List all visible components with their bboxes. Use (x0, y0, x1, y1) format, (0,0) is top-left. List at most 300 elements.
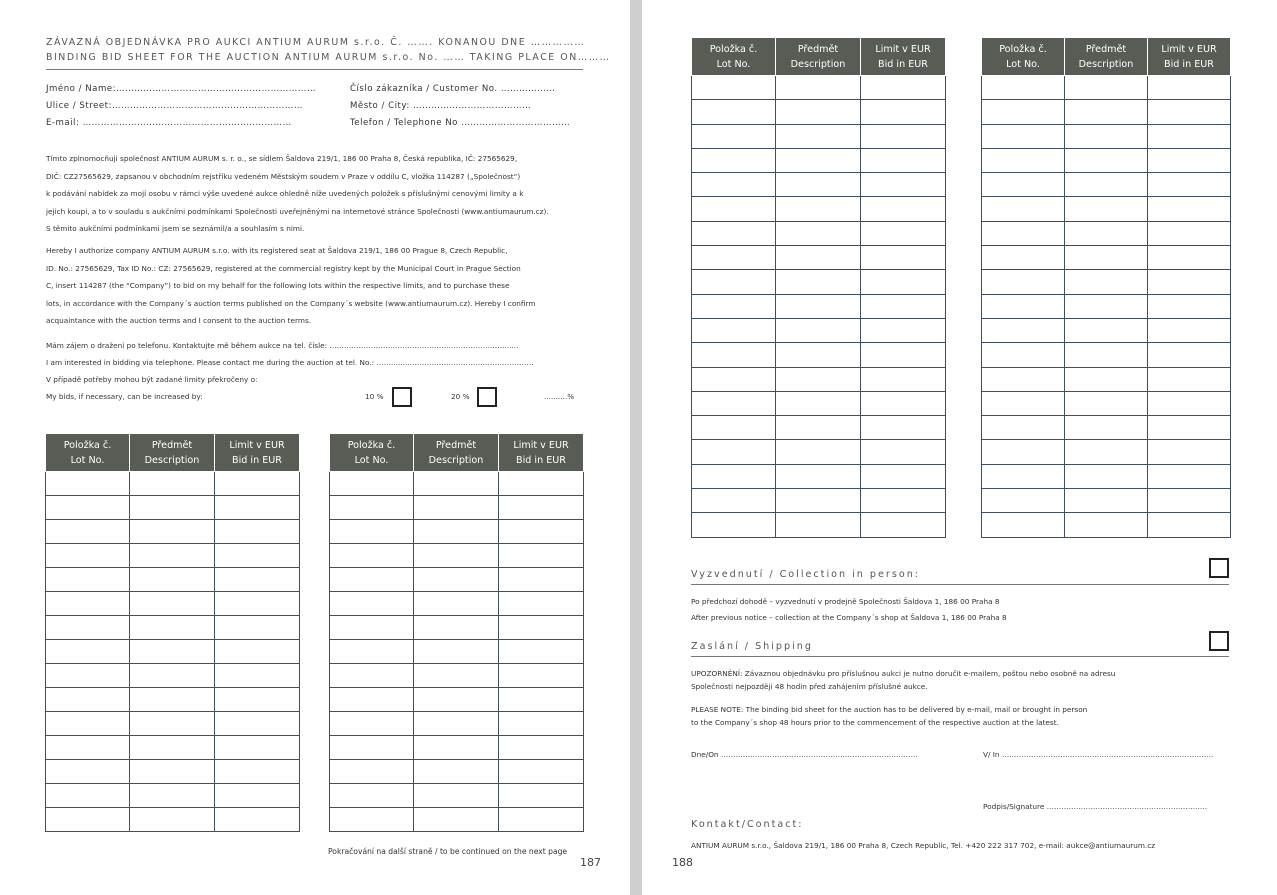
limit-cell[interactable] (861, 391, 946, 415)
col-limit: Limit v EUR Bid in EUR (861, 38, 946, 76)
lot-cell[interactable] (982, 343, 1065, 367)
description-cell[interactable] (414, 520, 499, 544)
col-lot-no: Položka č. Lot No. (330, 434, 414, 472)
description-cell[interactable] (776, 270, 861, 294)
lot-cell[interactable] (692, 416, 776, 440)
table-row (982, 416, 1231, 440)
table-row (692, 221, 946, 245)
table-row (982, 391, 1231, 415)
description-cell[interactable] (776, 124, 861, 148)
description-cell[interactable] (1065, 124, 1148, 148)
table-row (692, 416, 946, 440)
limit-cell[interactable] (1148, 367, 1231, 391)
authorization-paragraph-cz: Tímto zplnomocňuji společnost ANTIUM AURUM s. r. o., se sídlem Šaldova 219/1, 186 00 Praha 8, Česká republika, IČ: 27565629, DIČ: CZ27565629, zapsanou v obchodním rejstříku vedeném Městským soudem v Praze v oddílu C, vložka 114287 („Společnost“) k podávání nabídek za mojí osobu v rámci výše uvedené aukce ohledně níže uvedených položek s příslušnými cenovými limity a k jejich koupi, a to v souladu s aukčními podmínkami Společnosti uveřejněnými na internetové stránce Společnosti (www.antiumaurum.cz). S těmito aukčními podmínkami jsem se seznámil/a a souhlasím s nimi. (46, 154, 549, 233)
limit-cell[interactable] (861, 173, 946, 197)
lot-cell[interactable] (692, 489, 776, 513)
description-cell[interactable] (776, 246, 861, 270)
limit-cell[interactable] (499, 688, 584, 712)
notice-cz-2: Společnosti nejpozději 48 hodin před zahájením příslušné aukce. (691, 682, 928, 691)
limit-cell[interactable] (861, 367, 946, 391)
limit-cell[interactable] (1148, 221, 1231, 245)
lot-cell[interactable] (330, 664, 414, 688)
table-row (330, 496, 584, 520)
description-cell[interactable] (1065, 489, 1148, 513)
lot-cell[interactable] (982, 318, 1065, 342)
page-188 (642, 0, 1277, 895)
description-cell[interactable] (776, 391, 861, 415)
description-cell[interactable] (1065, 318, 1148, 342)
limit-cell[interactable] (1148, 100, 1231, 124)
limit-cell[interactable] (1148, 513, 1231, 537)
lot-cell[interactable] (982, 197, 1065, 221)
lot-cell[interactable] (692, 197, 776, 221)
limit-cell[interactable] (215, 736, 300, 760)
lot-cell[interactable] (692, 148, 776, 172)
col-limit: Limit v EUR Bid in EUR (499, 434, 584, 472)
col-description: Předmět Description (776, 38, 861, 76)
limit-cell[interactable] (215, 616, 300, 640)
description-cell[interactable] (414, 688, 499, 712)
lot-cell[interactable] (330, 496, 414, 520)
lot-cell[interactable] (692, 173, 776, 197)
limit-cell[interactable] (215, 784, 300, 808)
limit-cell[interactable] (215, 688, 300, 712)
table-row (982, 367, 1231, 391)
description-cell[interactable] (414, 760, 499, 784)
lot-cell[interactable] (46, 616, 130, 640)
lot-cell[interactable] (982, 221, 1065, 245)
lot-cell[interactable] (692, 246, 776, 270)
description-cell[interactable] (130, 520, 215, 544)
description-cell[interactable] (1065, 294, 1148, 318)
table-row (692, 513, 946, 537)
table-row (330, 592, 584, 616)
limit-cell[interactable] (499, 544, 584, 568)
limit-cell[interactable] (499, 664, 584, 688)
table-row (692, 343, 946, 367)
table-row (982, 464, 1231, 488)
lot-cell[interactable] (982, 416, 1065, 440)
description-cell[interactable] (776, 343, 861, 367)
lot-cell[interactable] (330, 736, 414, 760)
limit-cell[interactable] (1148, 343, 1231, 367)
description-cell[interactable] (130, 736, 215, 760)
header-title-cz: ZÁVAZNÁ OBJEDNÁVKA PRO AUKCI ANTIUM AURUM s.r.o. Č. ……. KONANOU DNE …………… (46, 37, 586, 48)
table-row (46, 472, 300, 496)
lot-cell[interactable] (330, 760, 414, 784)
lot-cell[interactable] (46, 736, 130, 760)
limit-cell[interactable] (215, 760, 300, 784)
table-row (692, 76, 946, 100)
limit-cell[interactable] (215, 496, 300, 520)
description-cell[interactable] (776, 440, 861, 464)
lot-cell[interactable] (46, 592, 130, 616)
lot-cell[interactable] (982, 440, 1065, 464)
description-cell[interactable] (414, 616, 499, 640)
description-cell[interactable] (130, 592, 215, 616)
description-cell[interactable] (130, 712, 215, 736)
lot-cell[interactable] (330, 784, 414, 808)
limit-cell[interactable] (499, 808, 584, 832)
lot-cell[interactable] (982, 464, 1065, 488)
lot-cell[interactable] (692, 318, 776, 342)
street-field[interactable]: Ulice / Street:……………………………………………………… (46, 101, 303, 111)
collection-rule (691, 584, 1229, 585)
col-lot-no: Položka č. Lot No. (982, 38, 1065, 76)
description-cell[interactable] (776, 318, 861, 342)
table-row (692, 100, 946, 124)
lot-cell[interactable] (982, 513, 1065, 537)
description-cell[interactable] (130, 496, 215, 520)
bid-table-right-2 (981, 37, 1231, 538)
limit-cell[interactable] (499, 592, 584, 616)
description-cell[interactable] (1065, 173, 1148, 197)
limit-cell[interactable] (499, 760, 584, 784)
table-row (982, 173, 1231, 197)
limit-cell[interactable] (215, 592, 300, 616)
lot-cell[interactable] (982, 367, 1065, 391)
limit-cell[interactable] (861, 76, 946, 100)
limit-cell[interactable] (499, 784, 584, 808)
description-cell[interactable] (1065, 246, 1148, 270)
table-row (982, 197, 1231, 221)
limit-cell[interactable] (215, 664, 300, 688)
limit-cell[interactable] (1148, 246, 1231, 270)
lot-cell[interactable] (330, 544, 414, 568)
description-cell[interactable] (776, 148, 861, 172)
shipping-checkbox[interactable] (1209, 631, 1229, 651)
table-row (330, 688, 584, 712)
option-10-label: 10 % (365, 392, 384, 401)
table-row (46, 736, 300, 760)
description-cell[interactable] (776, 100, 861, 124)
limit-cell[interactable] (215, 640, 300, 664)
authorization-paragraph-en: Hereby I authorize company ANTIUM AURUM s.r.o. with its registered seat at Šaldova 219/1, 186 00 Prague 8, Czech Republic, ID. No.: 27565629, Tax ID No.: CZ: 27565629, registered at the commercial registry kept by the Municipal Court in Prague Section C, insert 114287 (the “Company”) to bid on my behalf for the following lots within the respective limits, and to purchase these lots, in accordance with the Company´s auction terms published on the Company´s website (www.antiumaurum.cz). Hereby I confirm acquaintance with the auction terms and I consent to the auction terms. (46, 246, 536, 325)
limit-cell[interactable] (1148, 318, 1231, 342)
table-row (982, 270, 1231, 294)
description-cell[interactable] (130, 688, 215, 712)
limit-cell[interactable] (861, 489, 946, 513)
table-row (46, 808, 300, 832)
description-cell[interactable] (130, 544, 215, 568)
description-cell[interactable] (1065, 464, 1148, 488)
description-cell[interactable] (776, 367, 861, 391)
description-cell[interactable] (776, 76, 861, 100)
contact-text: ANTIUM AURUM s.r.o., Šaldova 219/1, 186 00 Praha 8, Czech Republic, Tel. +420 222 317 702, e-mail: aukce@antiumaurum.cz (691, 841, 1156, 850)
description-cell[interactable] (776, 464, 861, 488)
col-lot-no: Položka č. Lot No. (46, 434, 130, 472)
description-cell[interactable] (130, 640, 215, 664)
shipping-title: Zaslání / Shipping (691, 641, 813, 652)
table-row (982, 124, 1231, 148)
table-row (692, 464, 946, 488)
limit-cell[interactable] (1148, 124, 1231, 148)
limit-cell[interactable] (861, 270, 946, 294)
lot-cell[interactable] (692, 221, 776, 245)
lot-cell[interactable] (982, 100, 1065, 124)
limit-cell[interactable] (1148, 416, 1231, 440)
lot-cell[interactable] (692, 513, 776, 537)
limit-cell[interactable] (861, 246, 946, 270)
header-title-en: BINDING BID SHEET FOR THE AUCTION ANTIUM AURUM s.r.o. No. …… TAKING PLACE ON……… (46, 52, 611, 63)
limit-cell[interactable] (499, 496, 584, 520)
lot-cell[interactable] (330, 808, 414, 832)
lot-cell[interactable] (330, 472, 414, 496)
description-cell[interactable] (1065, 197, 1148, 221)
description-cell[interactable] (130, 808, 215, 832)
lot-cell[interactable] (982, 246, 1065, 270)
lot-cell[interactable] (982, 173, 1065, 197)
lot-cell[interactable] (330, 568, 414, 592)
notice-cz-1: UPOZORNĚNÍ: Závaznou objednávku pro příslušnou aukci je nutno doručit e-mailem, poštou nebo osobně na adresu (691, 669, 1116, 678)
limit-cell[interactable] (861, 343, 946, 367)
lot-cell[interactable] (46, 640, 130, 664)
notice-en-2: to the Company´s shop 48 hours prior to the commencement of the respective auction at the latest. (691, 718, 1059, 727)
description-cell[interactable] (776, 173, 861, 197)
lot-cell[interactable] (46, 712, 130, 736)
lot-cell[interactable] (330, 616, 414, 640)
description-cell[interactable] (414, 808, 499, 832)
email-field[interactable]: E-mail: …………………………………………………………… (46, 118, 292, 128)
limit-cell[interactable] (215, 808, 300, 832)
table-row (982, 318, 1231, 342)
lot-cell[interactable] (330, 640, 414, 664)
lot-cell[interactable] (46, 760, 130, 784)
limit-cell[interactable] (1148, 391, 1231, 415)
city-field[interactable]: Město / City: ………………………………… (350, 101, 532, 111)
limit-cell[interactable] (215, 568, 300, 592)
description-cell[interactable] (1065, 270, 1148, 294)
col-description: Předmět Description (1065, 38, 1148, 76)
limit-cell[interactable] (1148, 294, 1231, 318)
limit-cell[interactable] (499, 568, 584, 592)
lot-cell[interactable] (982, 270, 1065, 294)
limit-cell[interactable] (1148, 173, 1231, 197)
table-row (330, 520, 584, 544)
lot-cell[interactable] (330, 712, 414, 736)
table-row (692, 489, 946, 513)
description-cell[interactable] (130, 616, 215, 640)
description-cell[interactable] (130, 664, 215, 688)
description-cell[interactable] (414, 784, 499, 808)
table-row (330, 784, 584, 808)
table-row (982, 343, 1231, 367)
name-field[interactable]: Jméno / Name:………………………………………………………… (46, 84, 317, 94)
table-row (692, 124, 946, 148)
page-number-188: 188 (672, 856, 693, 869)
description-cell[interactable] (1065, 148, 1148, 172)
date-field[interactable]: Dne/On ……………………………………………………………………… (691, 750, 918, 759)
table-row (692, 148, 946, 172)
col-lot-no: Položka č. Lot No. (692, 38, 776, 76)
limit-cell[interactable] (861, 148, 946, 172)
col-description: Předmět Description (130, 434, 215, 472)
collection-checkbox[interactable] (1209, 558, 1229, 578)
bid-table-right-1 (691, 37, 946, 538)
phone-bidding-en[interactable]: I am interested in bidding via telephone. Please contact me during the auction at tel. No.: ……........…………………………………………… (46, 358, 534, 367)
table-row (982, 489, 1231, 513)
phone-bidding-cz[interactable]: Mám zájem o dražení po telefonu. Kontaktujte mě během aukce na tel. čísle: ………………………………………………………………...... (46, 341, 519, 350)
lot-cell[interactable] (692, 270, 776, 294)
page-187 (0, 0, 630, 895)
description-cell[interactable] (776, 197, 861, 221)
limit-cell[interactable] (861, 416, 946, 440)
description-cell[interactable] (1065, 416, 1148, 440)
limit-cell[interactable] (861, 513, 946, 537)
description-cell[interactable] (414, 592, 499, 616)
limit-cell[interactable] (499, 472, 584, 496)
table-row (46, 712, 300, 736)
lot-cell[interactable] (692, 124, 776, 148)
description-cell[interactable] (776, 221, 861, 245)
description-cell[interactable] (414, 568, 499, 592)
limit-cell[interactable] (861, 197, 946, 221)
limit-cell[interactable] (1148, 148, 1231, 172)
description-cell[interactable] (776, 513, 861, 537)
description-cell[interactable] (1065, 76, 1148, 100)
description-cell[interactable] (1065, 440, 1148, 464)
limit-cell[interactable] (215, 712, 300, 736)
limit-cell[interactable] (1148, 76, 1231, 100)
lot-cell[interactable] (46, 664, 130, 688)
lot-cell[interactable] (982, 391, 1065, 415)
lot-cell[interactable] (46, 544, 130, 568)
limit-cell[interactable] (499, 520, 584, 544)
continued-note: Pokračování na další straně / to be continued on the next page (328, 847, 568, 856)
description-cell[interactable] (1065, 343, 1148, 367)
table-row (46, 784, 300, 808)
table-row (46, 688, 300, 712)
limit-cell[interactable] (861, 318, 946, 342)
description-cell[interactable] (776, 294, 861, 318)
limit-cell[interactable] (215, 544, 300, 568)
lot-cell[interactable] (46, 784, 130, 808)
table-row (982, 148, 1231, 172)
table-row (982, 221, 1231, 245)
description-cell[interactable] (130, 760, 215, 784)
table-row (330, 808, 584, 832)
bid-table-left-2 (329, 433, 584, 832)
limit-increase-en: My bids, if necessary, can be increased by: (46, 392, 203, 401)
description-cell[interactable] (414, 640, 499, 664)
option-20-checkbox[interactable] (477, 387, 497, 407)
description-cell[interactable] (130, 568, 215, 592)
limit-cell[interactable] (215, 472, 300, 496)
description-cell[interactable] (1065, 367, 1148, 391)
contact-title: Kontakt/Contact: (691, 819, 804, 830)
limit-cell[interactable] (861, 464, 946, 488)
description-cell[interactable] (1065, 100, 1148, 124)
table-row (692, 270, 946, 294)
table-row (982, 440, 1231, 464)
table-row (330, 472, 584, 496)
lot-cell[interactable] (982, 124, 1065, 148)
lot-cell[interactable] (46, 472, 130, 496)
limit-cell[interactable] (861, 440, 946, 464)
lot-cell[interactable] (46, 496, 130, 520)
lot-cell[interactable] (46, 568, 130, 592)
description-cell[interactable] (130, 472, 215, 496)
description-cell[interactable] (414, 544, 499, 568)
table-row (46, 616, 300, 640)
limit-cell[interactable] (499, 736, 584, 760)
limit-cell[interactable] (1148, 464, 1231, 488)
lot-cell[interactable] (692, 391, 776, 415)
table-row (692, 440, 946, 464)
lot-cell[interactable] (692, 343, 776, 367)
lot-cell[interactable] (982, 148, 1065, 172)
col-description: Předmět Description (414, 434, 499, 472)
table-row (46, 520, 300, 544)
signature-field[interactable]: Podpis/Signature ………………………………………………………… (983, 802, 1208, 811)
limit-cell[interactable] (861, 100, 946, 124)
telephone-field[interactable]: Telefon / Telephone No ……………………………… (350, 118, 571, 128)
description-cell[interactable] (130, 784, 215, 808)
option-10-checkbox[interactable] (392, 387, 412, 407)
page-number-187: 187 (580, 856, 601, 869)
lot-cell[interactable] (692, 294, 776, 318)
lot-cell[interactable] (982, 76, 1065, 100)
lot-cell[interactable] (692, 464, 776, 488)
description-cell[interactable] (776, 489, 861, 513)
description-cell[interactable] (1065, 391, 1148, 415)
lot-cell[interactable] (692, 440, 776, 464)
table-row (330, 544, 584, 568)
description-cell[interactable] (414, 736, 499, 760)
lot-cell[interactable] (692, 76, 776, 100)
description-cell[interactable] (1065, 513, 1148, 537)
limit-cell[interactable] (861, 221, 946, 245)
lot-cell[interactable] (692, 100, 776, 124)
place-field[interactable]: V/ In …………………………………………………………………………… (983, 750, 1214, 759)
lot-cell[interactable] (330, 520, 414, 544)
limit-cell[interactable] (1148, 440, 1231, 464)
collection-text-en: After previous notice – collection at the Company´s shop at Šaldova 1, 186 00 Praha 8 (691, 613, 1007, 622)
collection-text-cz: Po předchozí dohodě – vyzvednutí v prodejně Společnosti Šaldova 1, 186 00 Praha 8 (691, 597, 1000, 606)
table-row (46, 592, 300, 616)
limit-cell[interactable] (1148, 489, 1231, 513)
description-cell[interactable] (776, 416, 861, 440)
limit-cell[interactable] (1148, 270, 1231, 294)
lot-cell[interactable] (692, 367, 776, 391)
customer-no-field[interactable]: Číslo zákazníka / Customer No. ……………… (350, 84, 556, 94)
limit-cell[interactable] (1148, 197, 1231, 221)
table-row (982, 100, 1231, 124)
table-row (982, 294, 1231, 318)
lot-cell[interactable] (982, 294, 1065, 318)
limit-cell[interactable] (215, 520, 300, 544)
limit-cell[interactable] (861, 294, 946, 318)
lot-cell[interactable] (982, 489, 1065, 513)
description-cell[interactable] (414, 472, 499, 496)
limit-cell[interactable] (499, 712, 584, 736)
limit-cell[interactable] (861, 124, 946, 148)
lot-cell[interactable] (46, 688, 130, 712)
lot-cell[interactable] (330, 688, 414, 712)
description-cell[interactable] (1065, 221, 1148, 245)
lot-cell[interactable] (330, 592, 414, 616)
limit-cell[interactable] (499, 640, 584, 664)
lot-cell[interactable] (46, 808, 130, 832)
description-cell[interactable] (414, 664, 499, 688)
description-cell[interactable] (414, 712, 499, 736)
description-cell[interactable] (414, 496, 499, 520)
table-row (692, 197, 946, 221)
limit-cell[interactable] (499, 616, 584, 640)
col-limit: Limit v EUR Bid in EUR (215, 434, 300, 472)
lot-cell[interactable] (46, 520, 130, 544)
option-custom-percent[interactable]: ..........% (544, 392, 575, 401)
